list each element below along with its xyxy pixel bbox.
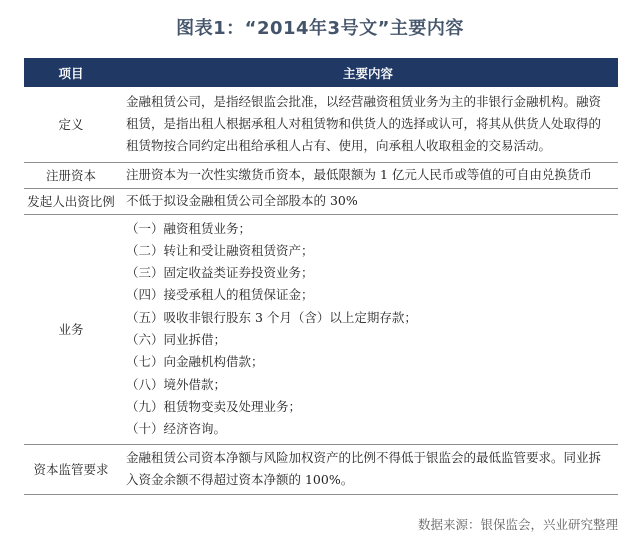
table-row	[24, 214, 618, 444]
content-line: 租赁物按合同约定出租给承租人占有、使用，向承租人收取租金的交易活动。	[126, 138, 552, 154]
table-row	[24, 188, 618, 214]
table-row	[24, 444, 618, 494]
content-line: 金融租赁公司，是指经银监会批准，以经营融资租赁业务为主的非银行金融机构。融资	[126, 94, 602, 110]
business-list-item: （二）转让和受让融资租赁资产；	[126, 242, 314, 258]
business-list-item: （一）融资租赁业务；	[126, 220, 252, 236]
table-row	[24, 162, 618, 188]
main-content-table	[24, 58, 618, 495]
content-line: 金融租赁公司资本净额与风险加权资产的比例不得低于银监会的最低监管要求。同业拆	[126, 450, 602, 465]
row-item-label: 发起人出资比例	[24, 188, 118, 214]
content-line: 不低于拟设金融租赁公司全部股本的 30%	[126, 193, 358, 208]
row-item-label: 定义	[24, 87, 118, 162]
content-line: 入资金余额不得超过资本净额的 100%。	[126, 472, 354, 487]
row-content	[118, 214, 618, 444]
table-row	[24, 87, 618, 162]
row-item-label: 资本监管要求	[24, 444, 118, 494]
header-item: 项目	[24, 58, 118, 87]
business-list-item: （四）接受承租人的租赁保证金；	[126, 287, 314, 303]
row-content	[118, 87, 618, 162]
business-list-item: （七）向金融机构借款；	[126, 354, 264, 370]
row-content	[118, 162, 618, 188]
business-list-item: （五）吸收非银行股东 3 个月（含）以上定期存款；	[126, 309, 417, 325]
business-list-item: （六）同业拆借；	[126, 332, 227, 347]
row-item-label: 业务	[24, 214, 118, 444]
row-content	[118, 188, 618, 214]
row-content	[118, 444, 618, 494]
row-item-label: 注册资本	[24, 162, 118, 188]
content-line: 注册资本为一次性实缴货币资本，最低限额为 1 亿元人民币或等值的可自由兑换货币	[126, 167, 592, 182]
table-header-row	[24, 58, 618, 87]
figure-title: 图表1：“2014年3号文”主要内容	[176, 18, 464, 39]
header-content: 主要内容	[118, 58, 618, 87]
business-list-item: （八）境外借款；	[126, 376, 227, 392]
business-list-item: （九）租赁物变卖及处理业务；	[126, 398, 302, 414]
content-line: 租赁，是指出租人根据承租人对租赁物和供货人的选择或认可，将其从供货人处取得的	[126, 116, 602, 132]
business-list-item: （十）经济咨询。	[126, 421, 227, 437]
business-list-item: （三）固定收益类证券投资业务；	[126, 265, 314, 281]
source-note: 数据来源：银保监会，兴业研究整理	[417, 517, 618, 532]
